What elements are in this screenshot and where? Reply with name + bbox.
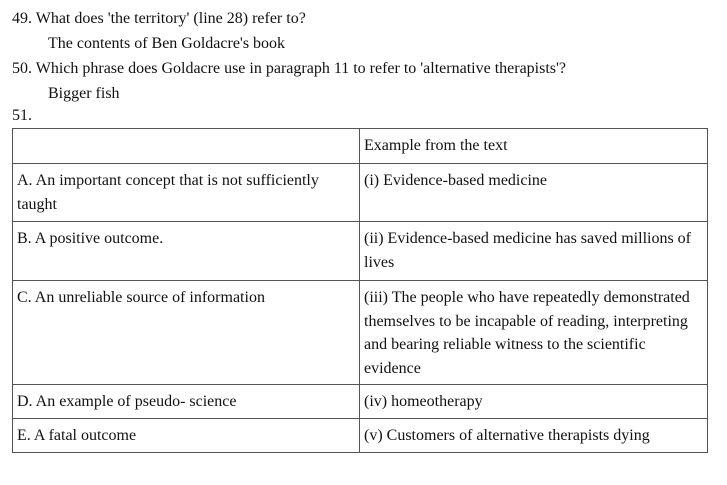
header-cell-blank: [13, 129, 360, 164]
example-cell: (v) Customers of alternative therapists dying: [360, 419, 708, 453]
description-cell: B. A positive outcome.: [13, 222, 360, 281]
table-header-row: [13, 129, 708, 164]
question-51-label: 51.: [12, 107, 32, 124]
description-cell: E. A fatal outcome: [13, 419, 360, 453]
table-row: [13, 222, 708, 281]
description-cell: C. An unreliable source of information: [13, 281, 360, 385]
table-row: [13, 385, 708, 419]
answer-49: The contents of Ben Goldacre's book: [48, 35, 286, 52]
header-cell-example: Example from the text: [360, 129, 708, 164]
answer-50: Bigger fish: [48, 85, 120, 102]
example-cell: (iv) homeotherapy: [360, 385, 708, 419]
example-cell: (ii) Evidence-based medicine has saved millions of lives: [360, 222, 708, 281]
description-cell: A. An important concept that is not sufficiently taught: [13, 164, 360, 222]
matching-table: [12, 128, 708, 453]
table-row: [13, 419, 708, 453]
description-cell: D. An example of pseudo- science: [13, 385, 360, 419]
example-cell: (iii) The people who have repeatedly demonstrated themselves to be incapable of reading, interpreting and bearing reliable witness to the scientific evidence: [360, 281, 708, 385]
question-49: 49. What does 'the territory' (line 28) refer to?: [12, 10, 306, 27]
example-cell: (i) Evidence-based medicine: [360, 164, 708, 222]
table-row: [13, 164, 708, 222]
question-50: 50. Which phrase does Goldacre use in paragraph 11 to refer to 'alternative therapists'?: [12, 60, 566, 77]
table-row: [13, 281, 708, 385]
